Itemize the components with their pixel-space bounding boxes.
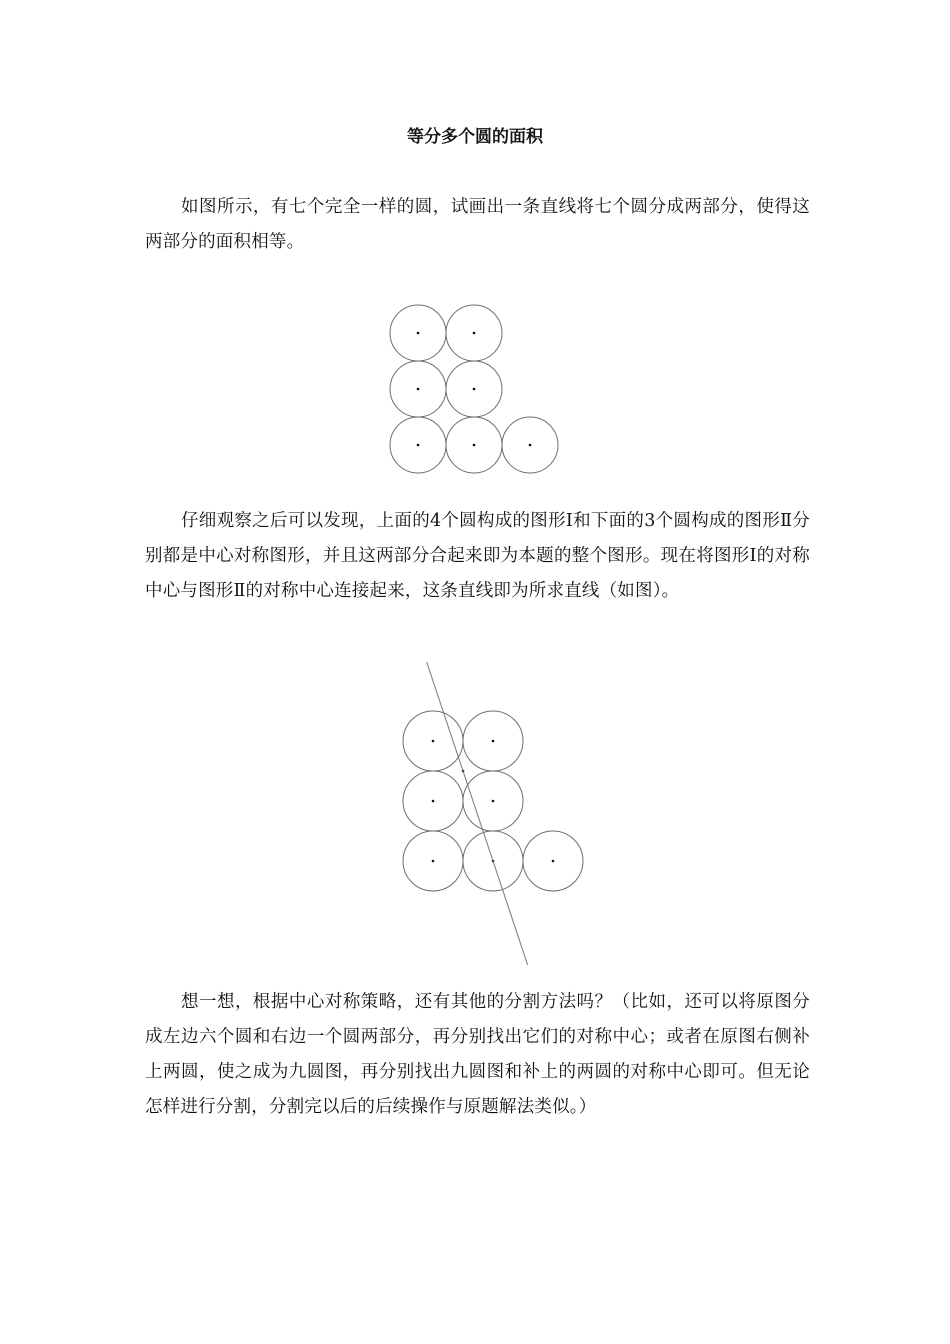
problem-paragraph: 如图所示，有七个完全一样的圆，试画出一条直线将七个圆分成两部分，使得这两部分的面积相等。 — [145, 197, 810, 252]
circle-center-dot — [473, 332, 476, 335]
circle-center-dot — [417, 444, 420, 447]
circle-center-dot — [492, 740, 495, 743]
bisecting-line — [427, 662, 528, 965]
reflection-paragraph: 想一想，根据中心对称策略，还有其他的分割方法吗？（比如，还可以将原图分成左边六个圆和右边一个圆两部分，再分别找出它们的对称中心；或者在原图右侧补上两圆，使之成为九圆图，再分别找出九圆图和补上的两圆的对称中心即可。但无论怎样进行分割，分割完以后的后续操作与原题解法类似。） — [145, 992, 810, 1117]
page-title: 等分多个圆的面积 — [407, 127, 543, 147]
observation-paragraph: 仔细观察之后可以发现，上面的4个圆构成的图形Ⅰ和下面的3个圆构成的图形Ⅱ分别都是中心对称图形，并且这两部分合起来即为本题的整个图形。现在将图形Ⅰ的对称中心与图形Ⅱ的对称中心连接起来，这条直线即为所求直线（如图）。 — [145, 511, 810, 601]
circle-center-dot — [417, 388, 420, 391]
seven-circles-figure — [385, 300, 565, 480]
circle-center-dot — [552, 860, 555, 863]
circle-center-dot — [432, 860, 435, 863]
seven-circles-bisected-figure — [398, 660, 598, 970]
circle-center-dot — [492, 800, 495, 803]
circle-center-dot — [473, 388, 476, 391]
circle-center-dot — [432, 800, 435, 803]
circle-center-dot — [432, 740, 435, 743]
circle-center-dot — [473, 444, 476, 447]
circle-center-dot — [529, 444, 532, 447]
circle-center-dot — [417, 332, 420, 335]
